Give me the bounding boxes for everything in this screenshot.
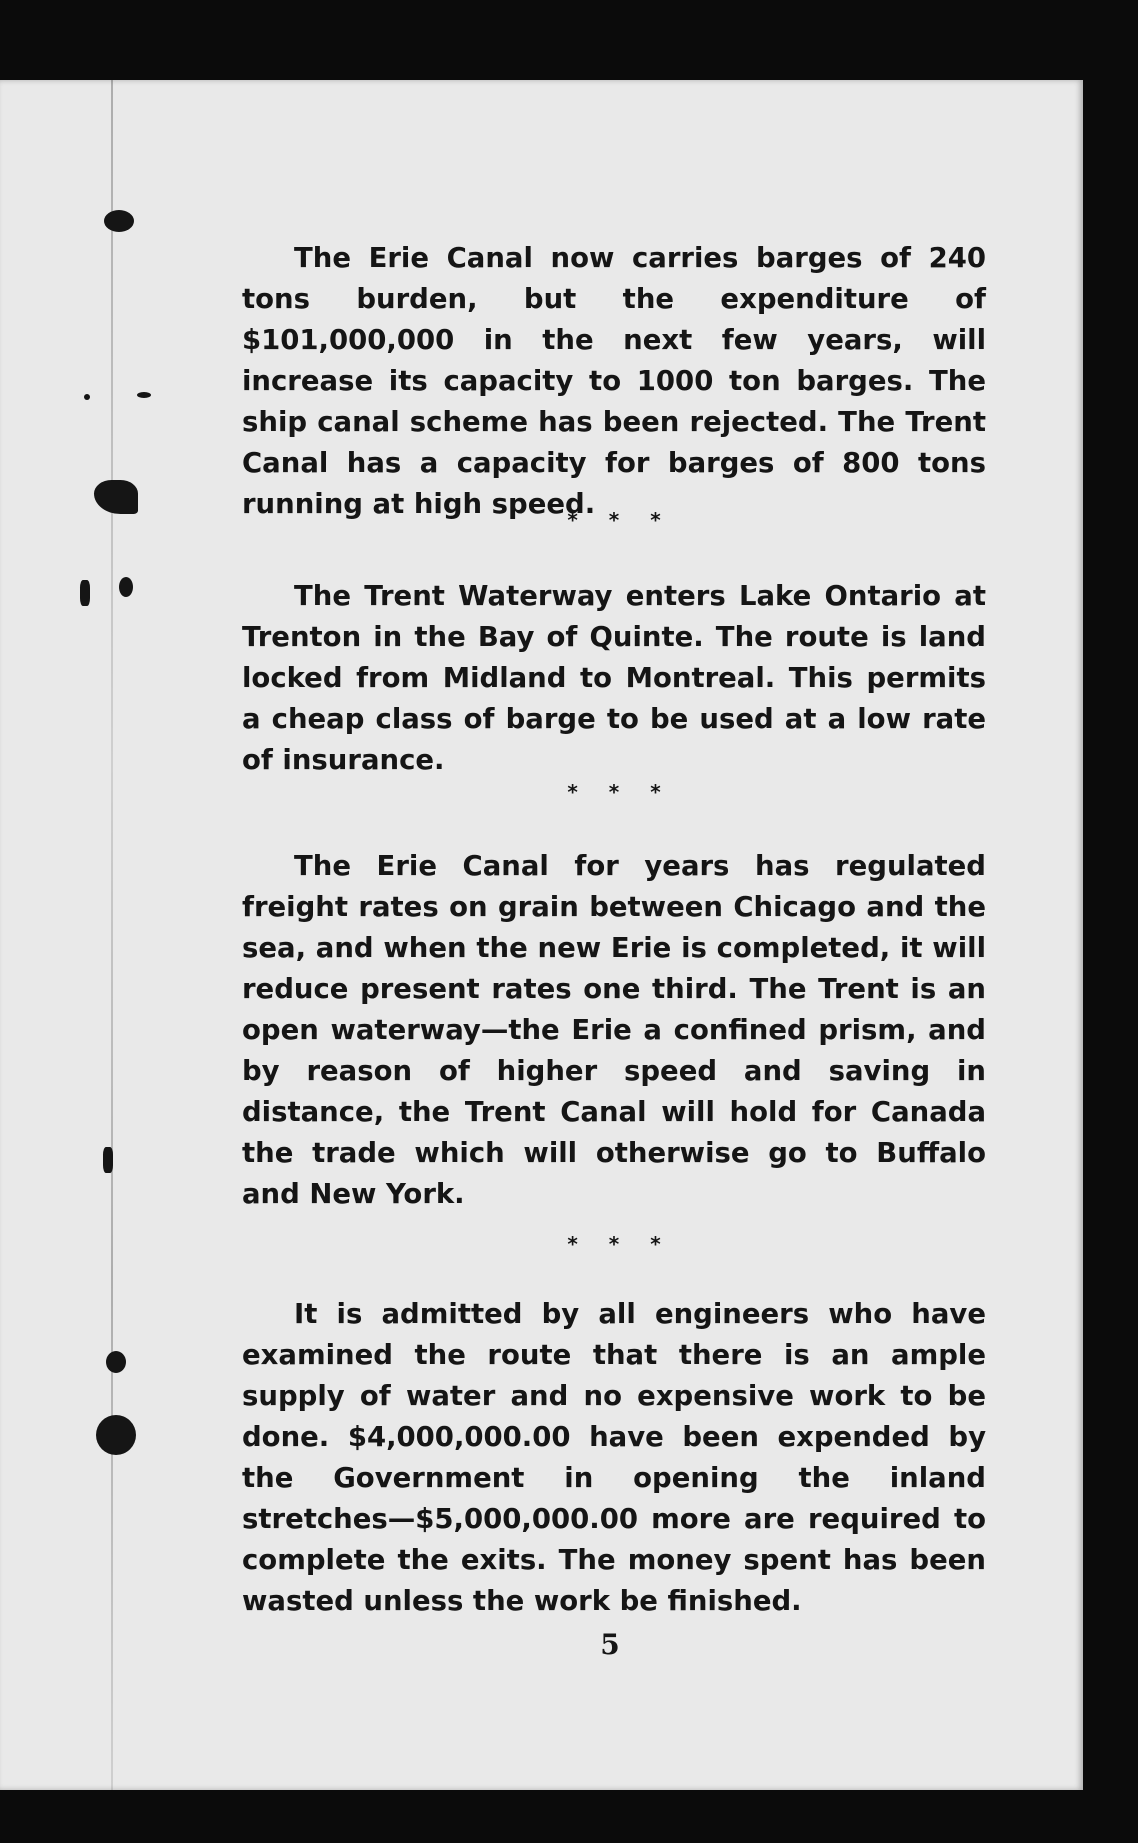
section-separator: * * *: [567, 780, 673, 804]
paragraph-2: The Trent Waterway enters Lake Ontario at Trenton in the Bay of Quinte. The route is land locked from Midland to Montreal. This permits a cheap class of barge to be used at a low rate of insurance.: [242, 580, 986, 776]
ink-blot: [106, 1351, 126, 1373]
paragraph-4: It is admitted by all engineers who have examined the route that there is an ample supply of water and no expensive work to be done. $4,000,000.00 have been expended by the Government in opening the inland stretches—$5,000,000.00 more are required to complete the exits. The money spent has been wasted unless the work be finished.: [242, 1298, 986, 1617]
page-number: 5: [600, 1628, 620, 1661]
ink-blot: [96, 1415, 136, 1455]
paragraph-1: The Erie Canal now carries barges of 240 tons burden, but the expenditure of $101,000,000 in the next few years, will increase its capacity to 1000 ton barges. The ship canal scheme has been rejected. The Trent Canal has a capacity for barges of 800 tons running at high speed.: [242, 242, 986, 520]
ink-blot: [104, 210, 134, 232]
ink-blot: [119, 577, 133, 597]
ink-blot: [137, 392, 151, 398]
ink-blot: [80, 580, 90, 606]
section-separator: * * *: [567, 1232, 673, 1256]
ink-blot: [84, 394, 90, 400]
ink-blot: [103, 1147, 113, 1173]
book-page: [0, 80, 1083, 1790]
binding-gutter: [111, 80, 113, 1790]
section-separator: * * *: [567, 508, 673, 532]
ink-blot: [94, 480, 138, 514]
paragraph-3: The Erie Canal for years has regulated freight rates on grain between Chicago and the sea, and when the new Erie is completed, it will reduce present rates one third. The Trent is an open waterway—the Erie a confined prism, and by reason of higher speed and saving in distance, the Trent Canal will hold for Canada the trade which will otherwise go to Buffalo and New York.: [242, 850, 986, 1210]
